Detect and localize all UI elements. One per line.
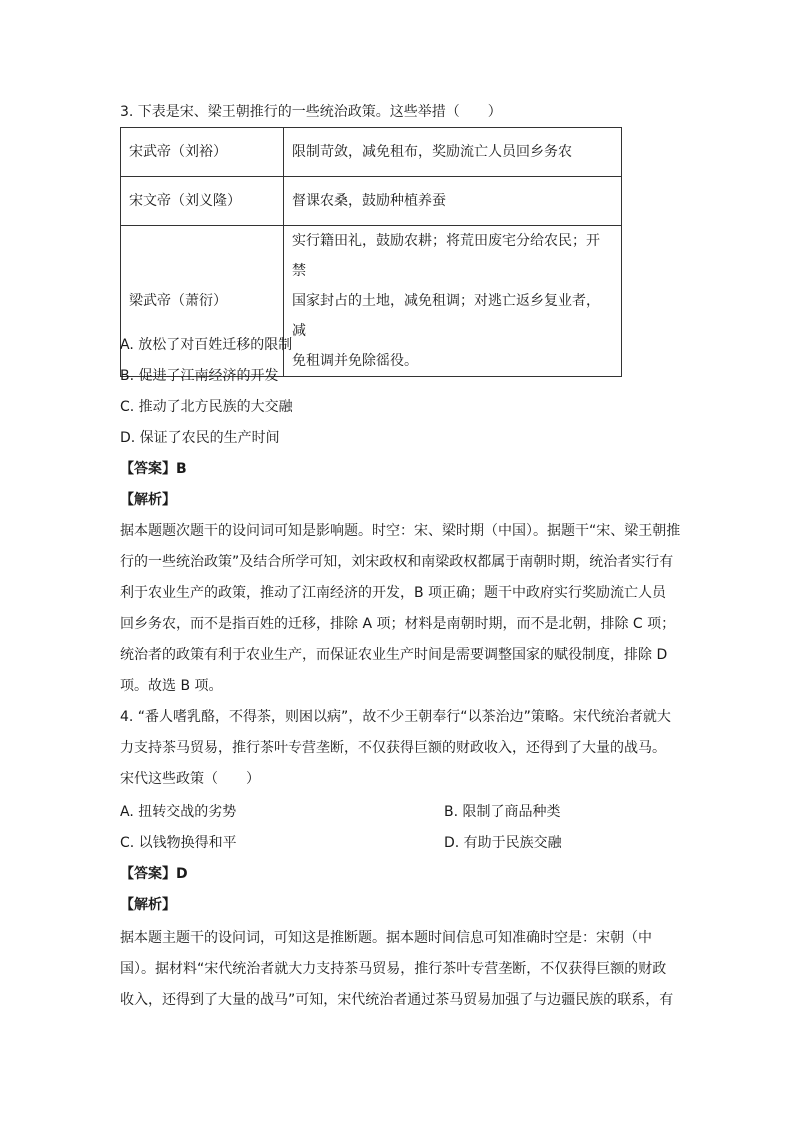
option-c: C. 推动了北方民族的大交融 <box>120 399 293 415</box>
emperor-cell: 梁武帝（萧衍） <box>121 226 284 377</box>
question-4-stem: 力支持茶马贸易，推行茶叶专营垄断，不仅获得巨额的财政收入，还得到了大量的战马。 <box>120 740 666 756</box>
question-3-stem: 3. 下表是宋、梁王朝推行的一些统治政策。这些举措（ ） <box>120 104 502 120</box>
option-c: C. 以钱物换得和平 <box>120 835 237 851</box>
answer-label: 【答案】B <box>120 461 187 477</box>
question-4-stem: 4. “番人嗜乳酪，不得茶，则困以病”，故不少王朝奉行“以茶治边”策略。宋代统治者就大 <box>120 709 671 725</box>
table-row <box>121 177 622 226</box>
emperor-cell: 宋武帝（刘裕） <box>121 128 284 177</box>
analysis-line: 利于农业生产的政策，推动了江南经济的开发，B 项正确；题干中政府实行奖励流亡人员 <box>120 585 667 601</box>
analysis-line: 据本题题次题干的设问词可知是影响题。时空：宋、梁时期（中国）。据题干“宋、梁王朝推 <box>120 523 681 539</box>
analysis-line: 国）。据材料“宋代统治者就大力支持茶马贸易，推行茶叶专营垄断，不仅获得巨额的财政 <box>120 961 667 977</box>
answer-label: 【答案】D <box>120 866 188 882</box>
analysis-label: 【解析】 <box>120 897 176 913</box>
option-a: A. 扭转交战的劣势 <box>120 804 237 820</box>
option-d: D. 保证了农民的生产时间 <box>120 430 280 446</box>
option-a: A. 放松了对百姓迁移的限制 <box>120 337 293 353</box>
analysis-label: 【解析】 <box>120 492 176 508</box>
analysis-line: 据本题主题干的设问词，可知这是推断题。据本题时间信息可知准确时空是：宋朝（中 <box>120 930 652 946</box>
analysis-line: 收入，还得到了大量的战马”可知，宋代统治者通过茶马贸易加强了与边疆民族的联系，有 <box>120 992 674 1008</box>
table-row <box>121 128 622 177</box>
option-d: D. 有助于民族交融 <box>444 835 562 851</box>
policy-cell: 督课农桑，鼓励种植养蚕 <box>284 177 622 226</box>
policy-cell: 限制苛敛，减免租布，奖励流亡人员回乡务农 <box>284 128 622 177</box>
policy-cell <box>284 226 622 377</box>
policy-line: 国家封占的土地，减免租调；对逃亡返乡复业者，减 <box>292 293 600 339</box>
analysis-line: 统治者的政策有利于农业生产，而保证农业生产时间是需要调整国家的赋役制度，排除 D <box>120 647 668 663</box>
policy-line: 实行籍田礼，鼓励农耕；将荒田废宅分给农民；开禁 <box>292 233 600 279</box>
emperor-cell: 宋文帝（刘义隆） <box>121 177 284 226</box>
option-b: B. 促进了江南经济的开发 <box>120 368 279 384</box>
option-b: B. 限制了商品种类 <box>444 804 561 820</box>
question-4-stem: 宋代这些政策（ ） <box>120 771 260 787</box>
analysis-line: 项。故选 B 项。 <box>120 678 223 694</box>
analysis-line: 行的一些统治政策”及结合所学可知，刘宋政权和南梁政权都属于南朝时期，统治者实行有 <box>120 554 674 570</box>
policy-line: 免租调并免除徭役。 <box>292 353 418 369</box>
analysis-line: 回乡务农，而不是指百姓的迁移，排除 A 项；材料是南朝时期，而不是北朝，排除 C 项； <box>120 616 676 632</box>
